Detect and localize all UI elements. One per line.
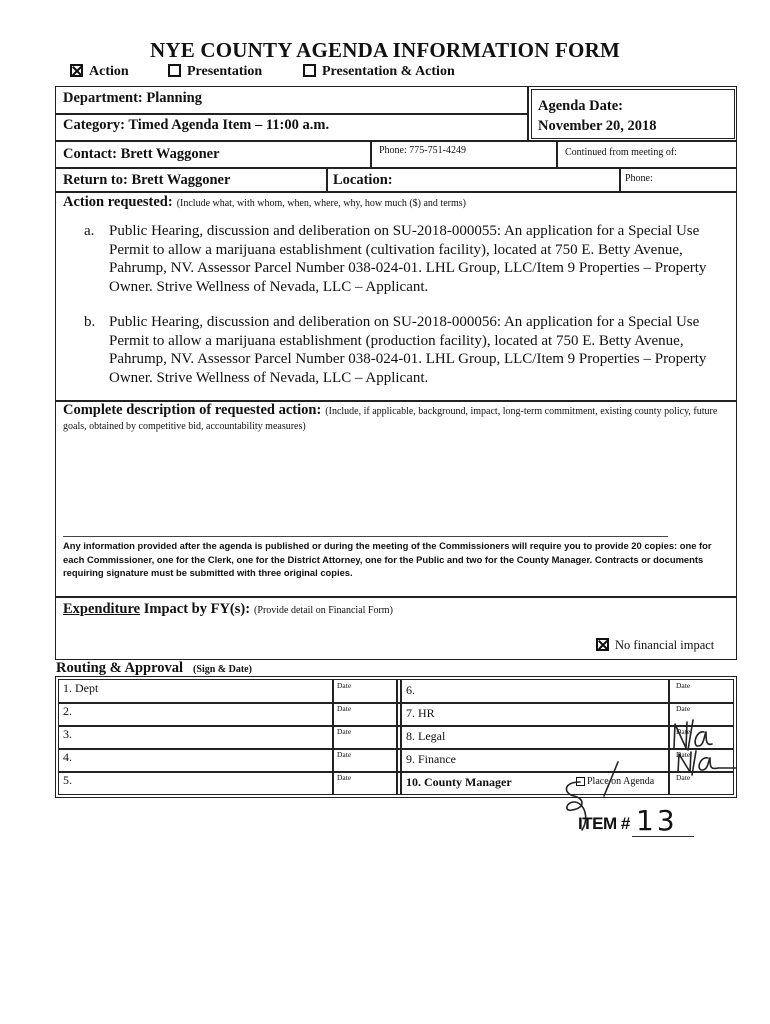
location-field: Location: [333, 172, 393, 188]
item-stamp-label: ITEM # [578, 814, 630, 833]
handwritten-a-stroke [695, 732, 712, 746]
item-text: Public Hearing, discussion and deliberation on SU-2018-000056: An application for a Special Use Permit to allow a marijuana establishment (production facility), located at 750 E. Betty Avenue, Pahrump, NV. Assessor Parcel Number 038-024-01. LHL Group, LLC/Item 9 Properties – Property Owner. Strive Wellness of Nevada, LLC – Applicant. [109, 314, 707, 386]
divider [396, 679, 398, 795]
date-label: Date [676, 750, 691, 759]
routing-hint: (Sign & Date) [193, 664, 252, 675]
action-requested-hint: (Include what, with whom, when, where, why, how much ($) and terms) [176, 198, 466, 209]
routing-row-9-label: 9. Finance [406, 752, 456, 766]
routing-row-4-label: 4. [63, 750, 72, 764]
divider [556, 140, 558, 168]
presentation-checkbox-icon[interactable] [168, 64, 181, 77]
description-header [63, 403, 728, 433]
no-impact-checkbox-checked-icon[interactable] [596, 638, 609, 651]
action-requested-header [63, 193, 466, 211]
routing-row-8-label: 8. Legal [406, 729, 446, 743]
date-label: Date [337, 773, 352, 782]
date-label: Date [337, 681, 352, 690]
action-item-a [84, 222, 724, 296]
routing-row-6-label: 6. [406, 683, 415, 697]
date-label: Date [337, 704, 352, 713]
date-label: Date [676, 704, 691, 713]
contact-field: Contact: Brett Waggoner [63, 146, 220, 162]
divider [63, 536, 668, 537]
divider [370, 140, 372, 168]
divider [326, 167, 328, 191]
divider [55, 113, 527, 115]
routing-row-2-label: 2. [63, 704, 72, 718]
date-label: Date [676, 773, 691, 782]
type-option-action[interactable] [70, 64, 129, 80]
handwritten-n-stroke [674, 722, 687, 748]
presentation-action-checkbox-icon[interactable] [303, 64, 316, 77]
no-financial-impact-option[interactable] [596, 638, 714, 653]
signature-checkmark-stroke [604, 762, 618, 796]
item-text: Public Hearing, discussion and deliberation on SU-2018-000055: An application for a Special Use Permit to allow a marijuana establishment (cultivation facility), located at 750 E. Betty Avenue, Pahrump, NV. Assessor Parcel Number 038-024-01. LHL Group, LLC/Item 9 Properties – Property Owner. Strive Wellness of Nevada, LLC – Applicant. [109, 223, 707, 295]
continued-from-label: Continued from meeting of: [565, 147, 677, 158]
action-requested-label: Action requested: [63, 194, 173, 210]
description-label: Complete description of requested action: [63, 402, 322, 418]
divider [55, 167, 737, 169]
handwritten-a-stroke [699, 758, 736, 770]
contact-phone: Phone: 775-751-4249 [379, 145, 466, 156]
action-item-b [84, 313, 724, 387]
handwritten-na-legal-finance [660, 718, 740, 780]
description-hint: (Include, if applicable, background, impact, long-term commitment, existing county policy, future goals, obtained by competitive bid, accountability measures) [63, 406, 718, 432]
agenda-date-value: November 20, 2018 [538, 118, 657, 134]
phone2-label: Phone: [625, 173, 653, 184]
presentation-action-label: Presentation & Action [322, 64, 455, 79]
type-option-presentation[interactable] [168, 64, 262, 80]
action-label: Action [89, 64, 129, 79]
handwritten-slash-stroke [688, 720, 693, 750]
divider [55, 140, 737, 142]
date-label: Date [676, 727, 691, 736]
handwritten-n-stroke [678, 752, 691, 772]
department-field: Department: Planning [63, 90, 202, 106]
date-label: Date [676, 681, 691, 690]
date-label: Date [337, 750, 352, 759]
date-label: Date [337, 727, 352, 736]
copies-notice: Any information provided after the agenda is published or during the meeting of the Commissioners will require you to provide 20 copies: one for each Commissioner, one for the Clerk, one for the District Attorney, one for the Public and two for the County Manager. Contracts or documents requiring signature must be submitted with three original copies. [63, 540, 712, 578]
divider [527, 86, 529, 141]
divider [400, 679, 402, 795]
divider [332, 679, 334, 795]
item-letter: b. [84, 314, 96, 330]
form-title: NYE COUNTY AGENDA INFORMATION FORM [150, 38, 620, 62]
routing-row-5-label: 5. [63, 773, 72, 787]
routing-header [56, 659, 252, 677]
item-number-stamp [578, 814, 630, 834]
category-field: Category: Timed Agenda Item – 11:00 a.m. [63, 117, 330, 133]
item-letter: a. [84, 223, 95, 239]
divider [619, 167, 621, 191]
agenda-date-label: Agenda Date: [538, 98, 623, 114]
type-option-presentation-action[interactable] [303, 64, 455, 80]
divider [55, 596, 737, 598]
item-number-handwritten: 13 [636, 804, 678, 837]
place-on-agenda-label: Place on Agenda [587, 776, 655, 787]
action-checkbox-checked-icon[interactable] [70, 64, 83, 77]
routing-row-10-label: 10. County Manager [406, 775, 512, 789]
routing-label: Routing & Approval [56, 660, 184, 676]
expenditure-label: Expenditure [63, 601, 141, 617]
no-impact-label: No financial impact [615, 638, 715, 652]
routing-row-3-label: 3. [63, 727, 72, 741]
routing-row-7-label: 7. HR [406, 706, 435, 720]
return-to-field: Return to: Brett Waggoner [63, 172, 231, 188]
expenditure-label-rest: Impact by FY(s): [140, 601, 251, 617]
presentation-label: Presentation [187, 64, 263, 79]
expenditure-hint: (Provide detail on Financial Form) [254, 605, 393, 616]
handwritten-slash-stroke [692, 751, 696, 775]
routing-row-1-label: 1. Dept [63, 681, 99, 695]
expenditure-header [63, 600, 393, 618]
